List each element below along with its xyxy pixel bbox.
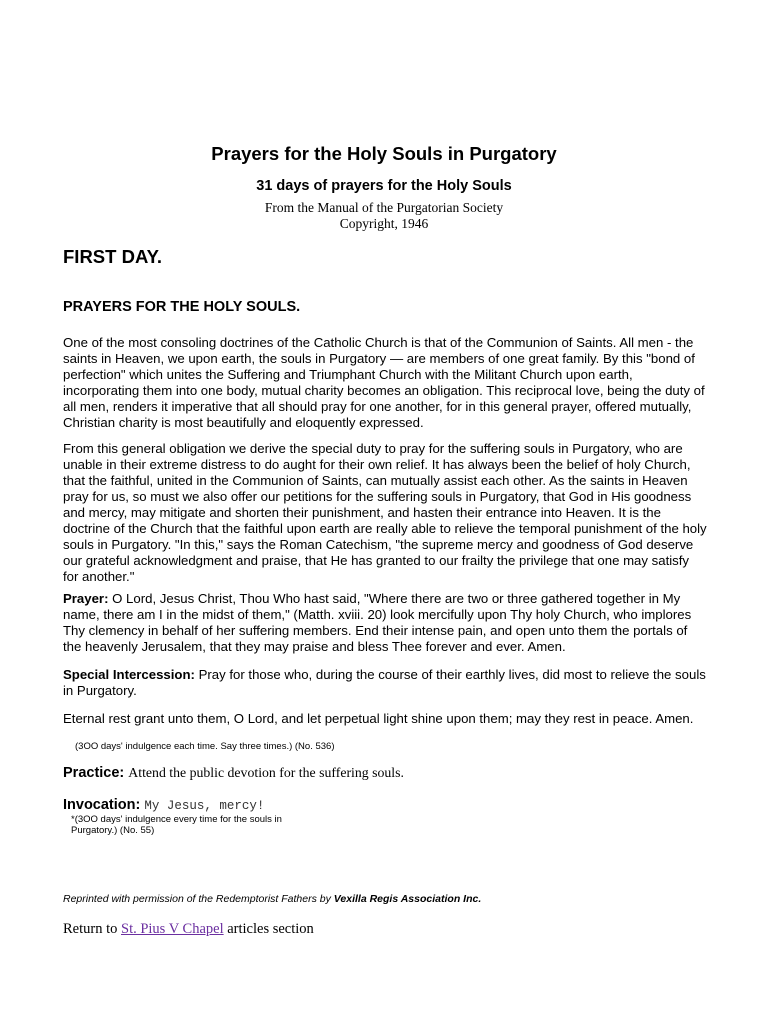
invocation-text: My Jesus, mercy!	[144, 799, 265, 813]
return-suffix: articles section	[223, 921, 314, 937]
reprint-notice	[63, 893, 481, 905]
intercession-text: Pray for those who, during the course of their earthly lives, did most to relieve the souls in Purgatory.	[63, 667, 706, 698]
day-heading: FIRST DAY.	[63, 246, 163, 267]
eternal-rest-paragraph: Eternal rest grant unto them, O Lord, and let perpetual light shine upon them; may they rest in peace. Amen.	[63, 711, 694, 726]
return-prefix: Return to	[63, 921, 121, 937]
source-block	[63, 200, 705, 232]
section-heading: PRAYERS FOR THE HOLY SOULS.	[63, 299, 301, 315]
invocation-line	[63, 797, 264, 813]
practice-line	[63, 765, 404, 781]
reprint-text: Reprinted with permission of the Redemptorist Fathers by	[63, 893, 334, 905]
chapel-link[interactable]: St. Pius V Chapel	[121, 921, 224, 937]
prayer-paragraph	[63, 591, 708, 655]
indulgence-note: (3OO days' indulgence each time. Say three times.) (No. 536)	[75, 741, 335, 752]
invocation-note: *(3OO days' indulgence every time for the souls in Purgatory.) (No. 55)	[71, 814, 282, 836]
page-title: Prayers for the Holy Souls in Purgatory	[211, 143, 557, 164]
intercession-label: Special Intercession:	[63, 667, 195, 682]
page-subtitle: 31 days of prayers for the Holy Souls	[256, 178, 512, 194]
copyright-line: Copyright, 1946	[339, 216, 429, 231]
practice-label: Practice:	[63, 765, 125, 781]
paragraph-communion: One of the most consoling doctrines of the Catholic Church is that of the Communion of Saints. All men - the saints in Heaven, we upon earth, the souls in Purgatory — are members of one great family. By this "bond of perfection" which unites the Suffering and Triumphant Church with the Militant Church upon earth, incorporating them into one body, mutual charity becomes an obligation. This reciprocal love, being the duty of all men, renders it imperative that all should pray for one another, for in this general prayer, offered mutually, Christian charity is most beautifully and eloquently expressed.	[63, 335, 705, 430]
intercession-paragraph	[63, 667, 708, 699]
return-line	[63, 921, 314, 938]
practice-text: Attend the public devotion for the suffering souls.	[128, 765, 404, 780]
prayer-label: Prayer:	[63, 591, 109, 606]
invocation-label: Invocation:	[63, 797, 141, 813]
reprint-org: Vexilla Regis Association Inc.	[333, 893, 482, 905]
paragraph-obligation: From this general obligation we derive the special duty to pray for the suffering souls in Purgatory, who are unable in their extreme distress to do aught for their own relief. It has always been the belief of holy Church, that the faithful, united in the Communion of Saints, can mutually assist each other. As the saints in Heaven pray for us, so must we also offer our petitions for the suffering souls in Purgatory, that God in His goodness and mercy, may mitigate and shorten their punishment, and hasten their entrance into Heaven. It is the doctrine of the Church that the faithful upon earth are really able to relieve the temporal punishment of the holy souls in Purgatory. "In this," says the Roman Catechism, "the supreme mercy and goodness of God deserve our grateful acknowledgment and praise, that He has granted to our frailty the privilege that one may satisfy for another."	[63, 441, 707, 584]
source-line: From the Manual of the Purgatorian Society	[264, 200, 504, 215]
prayer-text: O Lord, Jesus Christ, Thou Who hast said, "Where there are two or three gathered together in My name, there am I in the midst of them," (Matth. xviii. 20) look mercifully upon Thy holy Church, who implores Thy clemency in behalf of her suffering members. End their intense pain, and open unto them the portals of the heavenly Jerusalem, that they may praise and bless Thee forever and ever. Amen.	[63, 591, 692, 654]
